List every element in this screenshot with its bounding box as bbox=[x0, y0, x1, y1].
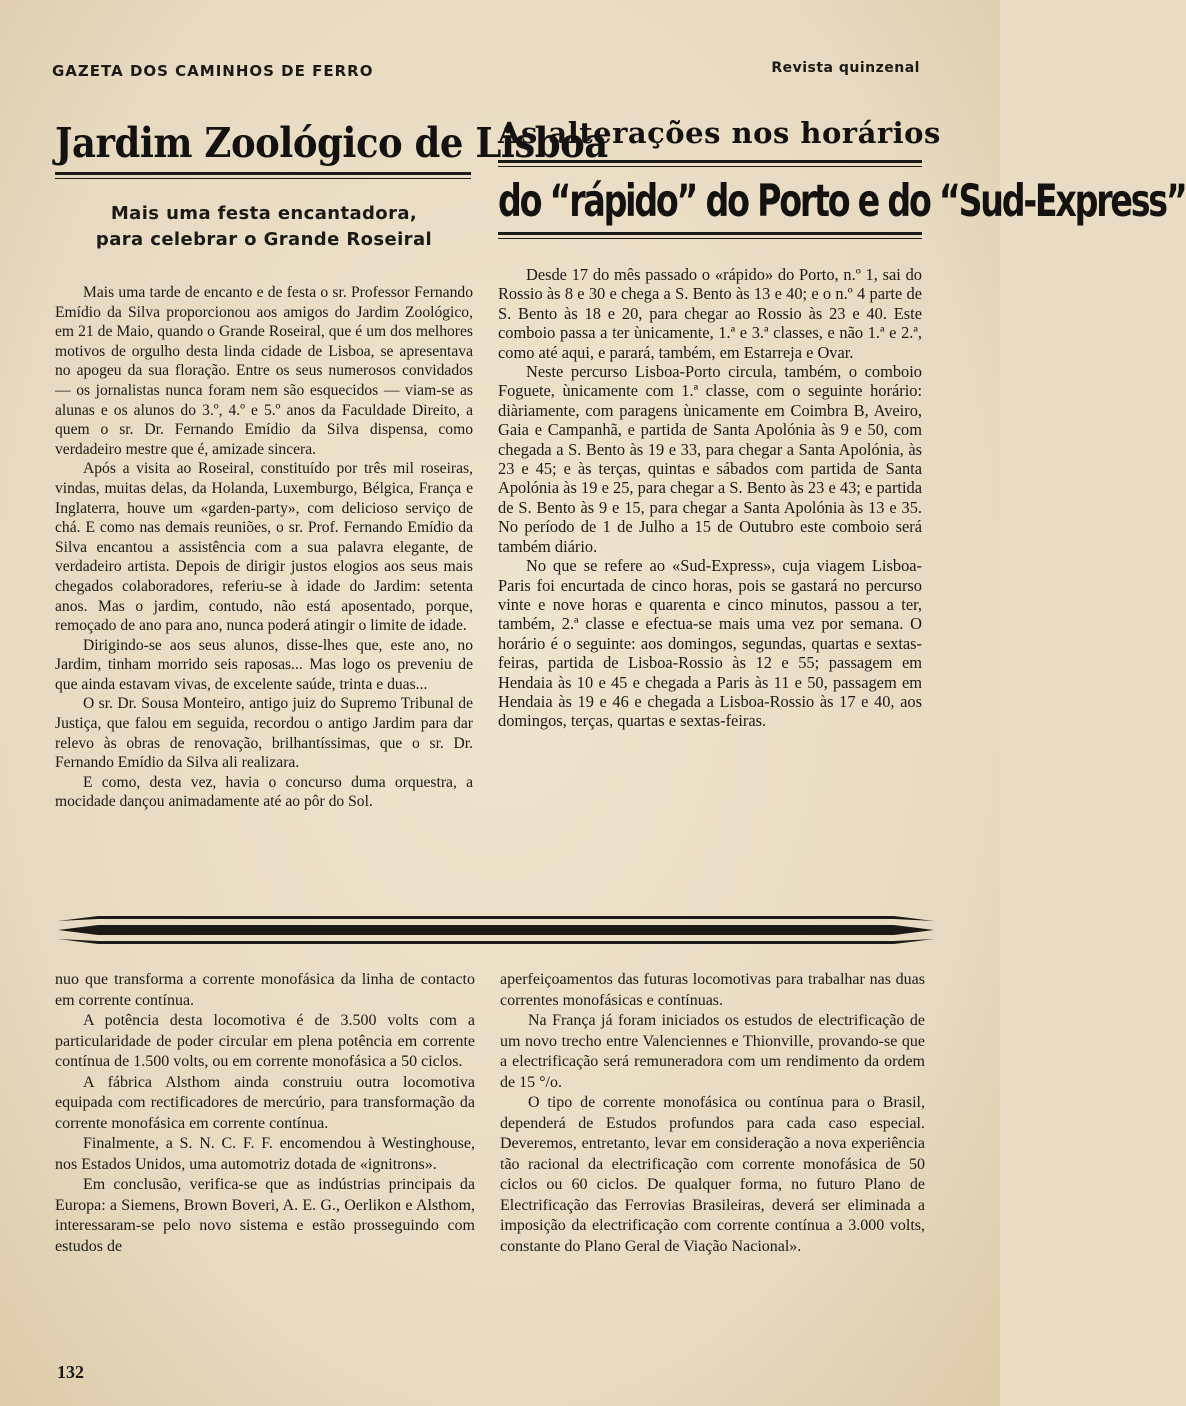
paragraph: No que se refere ao «Sud-Express», cuja viagem Lisboa-Paris foi encurtada de cinco horas, pois se gastará no percurso vinte e nove horas e quarenta e cinco minutos, passou a ter, também, 2.ª classe e efectua-se mais uma vez por semana. O horário é o seguinte: aos domingos, segundas, quartas e sextas-feiras, partida de Lisboa-Rossio às 12 e 55; passagem em Hendaia às 10 e 45 e chegada a Paris às 11 e 50, passagem em Hendaia às 19 e 46 e chegada a Lisboa-Rossio às 17 e 40, aos domingos, terças, quartas e sextas-feiras. bbox=[498, 556, 922, 731]
paragraph: nuo que transforma a corrente monofásica da linha de contacto em corrente contínua. bbox=[55, 971, 475, 1009]
paragraph: Mais uma tarde de encanto e de festa o sr. Professor Fernando Emídio da Silva proporcionou aos amigos do Jardim Zoológico, em 21 de Maio, quando o Grande Roseiral, que é um dos melhores motivos de orgulho desta linda cidade de Lisboa, se apresentava no apogeu da sua floração. Entre os seus numerosos convidados — os jornalistas nunca foram nem são esquecidos — viam-se as alunas e os alunos do 3.º, 4.º e 5.º anos da Faculdade Direito, a quem o sr. Dr. Fernando Emídio da Silva dispensa, como verdadeiro mestre que é, amizade sincera. bbox=[55, 284, 473, 458]
paragraph: Desde 17 do mês passado o «rápido» do Porto, n.º 1, sai do Rossio às 8 e 30 e chega a S. Bento às 13 e 40; e o n.º 4 parte de S. Bento às 18 e 20, para chegar ao Rossio às 23 e 40. Este comboio passa a ter ùnicamente, 1.ª e 3.ª classes, e não 1.ª e 2.ª, como até aqui, e parará, também, em Estarreja e Ovar. bbox=[498, 265, 922, 362]
article-jardim-zoologico bbox=[55, 112, 608, 812]
article-body bbox=[55, 283, 473, 812]
continuation-column-right bbox=[500, 970, 925, 1257]
paragraph: Dirigindo-se aos seus alunos, disse-lhes que, este ano, no Jardim, tinham morrido seis raposas... Mas logo os preveniu de que ainda estavam vivas, de excelente saúde, trinta e duas... bbox=[55, 636, 473, 693]
article-title-line1: As alterações nos horários bbox=[498, 116, 941, 150]
paragraph: O sr. Dr. Sousa Monteiro, antigo juiz do Supremo Tribunal de Justiça, que falou em seguida, recordou o antigo Jardim para dar relevo às obras de renovação, brilhantíssimas, que o sr. Dr. Fernando Emídio da Silva ali realizara. bbox=[55, 695, 473, 772]
paragraph: A potência desta locomotiva é de 3.500 volts com a particularidade de poder circular em plena potência em corrente contínua de 1.500 volts, ou em corrente monofásica a 50 ciclos. bbox=[55, 1012, 475, 1070]
article-title-line2: do “rápido” do Porto e do “Sud-Express” bbox=[498, 175, 1186, 227]
article-body bbox=[498, 265, 922, 731]
article-title: Jardim Zoológico de Lisboa bbox=[55, 118, 608, 168]
article-alteracoes-horarios bbox=[498, 112, 1186, 731]
article-body bbox=[55, 970, 475, 1257]
paragraph: E como, desta vez, havia o concurso duma orquestra, a mocidade dançou animadamente até ao pôr do Sol. bbox=[55, 773, 473, 811]
subtitle-line: Mais uma festa encantadora, bbox=[110, 203, 418, 224]
title-rule bbox=[55, 172, 471, 179]
title-rule bbox=[498, 232, 922, 239]
paragraph: Na França já foram iniciados os estudos de electrificação de um novo trecho entre Valenciennes e Thionville, provando-se que a electrificação será remuneradora com um rendimento da ordem de 15 °/o. bbox=[500, 1012, 925, 1091]
publication-title: GAZETA DOS CAMINHOS DE FERRO bbox=[52, 62, 374, 80]
publication-frequency: Revista quinzenal bbox=[771, 60, 920, 76]
paragraph: Após a visita ao Roseiral, constituído por três mil roseiras, vindas, muitas delas, da Holanda, Luxemburgo, Bélgica, França e Inglaterra, houve um «garden-party», com delicioso serviço de chá. E como nas demais reuniões, o sr. Prof. Fernando Emídio da Silva encantou a assistência com a sua palavra elegante, de verdadeiro artista. Depois de dirigir justos elogios aos seus mais chegados colaboradores, referiu-se à idade do Jardim: setenta anos. Mas o jardim, contudo, não está aposentado, porque, remoçado de ano para ano, nunca poderá atingir o limite de idade. bbox=[55, 460, 473, 635]
title-rule bbox=[498, 160, 922, 167]
continuation-column-left bbox=[55, 970, 475, 1257]
paragraph: Em conclusão, verifica-se que as indústrias principais da Europa: a Siemens, Brown Boveri, A. E. G., Oerlikon e Alsthom, interessaram-se pelo novo sistema e estão prosseguindo com estudos de bbox=[55, 1176, 475, 1255]
section-divider bbox=[58, 912, 934, 948]
running-header bbox=[52, 60, 920, 84]
paragraph: Finalmente, a S. N. C. F. F. encomendou à Westinghouse, nos Estados Unidos, uma automotriz dotada de «ignitrons». bbox=[55, 1135, 475, 1173]
page-number: 132 bbox=[57, 1362, 84, 1382]
paragraph: O tipo de corrente monofásica ou contínua para o Brasil, dependerá de Estudos profundos para cada caso especial. Deveremos, entretanto, levar em consideração a nova experiência tão racional da electrificação com corrente monofásica de 50 ciclos ou 60 ciclos. De qualquer forma, no futuro Plano de Electrificação das Ferrovias Brasileiras, deverá ser eliminada a imposição da electrificação com corrente contínua a 3.000 volts, constante do Plano Geral de Viação Nacional». bbox=[500, 1094, 925, 1255]
article-body bbox=[500, 970, 925, 1257]
subtitle-line: para celebrar o Grande Roseiral bbox=[95, 229, 433, 250]
paragraph: A fábrica Alsthom ainda construiu outra locomotiva equipada com rectificadores de mercúrio, para transformação da corrente monofásica em corrente contínua. bbox=[55, 1073, 475, 1132]
paragraph: Neste percurso Lisboa-Porto circula, também, o comboio Foguete, ùnicamente com 1.ª classe, com o seguinte horário: diàriamente, com paragens ùnicamente em Coimbra B, Aveiro, Gaia e Campanhã, e partida de Santa Apolónia às 9 e 50, com chegada a S. Bento às 19 e 33, para chegar a Santa Apolónia, às 23 e 45; e às terças, quintas e sábados com partida de Santa Apolónia às 19 e 25, para chegar a S. Bento às 23 e 43; e partida de S. Bento às 9 e 15, para chegar a Santa Apolónia às 13 e 35. No período de 1 de Julho a 15 de Outubro este comboio será também diário. bbox=[498, 362, 922, 556]
article-subtitle bbox=[55, 201, 473, 253]
paragraph: aperfeiçoamentos das futuras locomotivas para trabalhar nas duas correntes monofásicas e contínuas. bbox=[500, 971, 925, 1009]
